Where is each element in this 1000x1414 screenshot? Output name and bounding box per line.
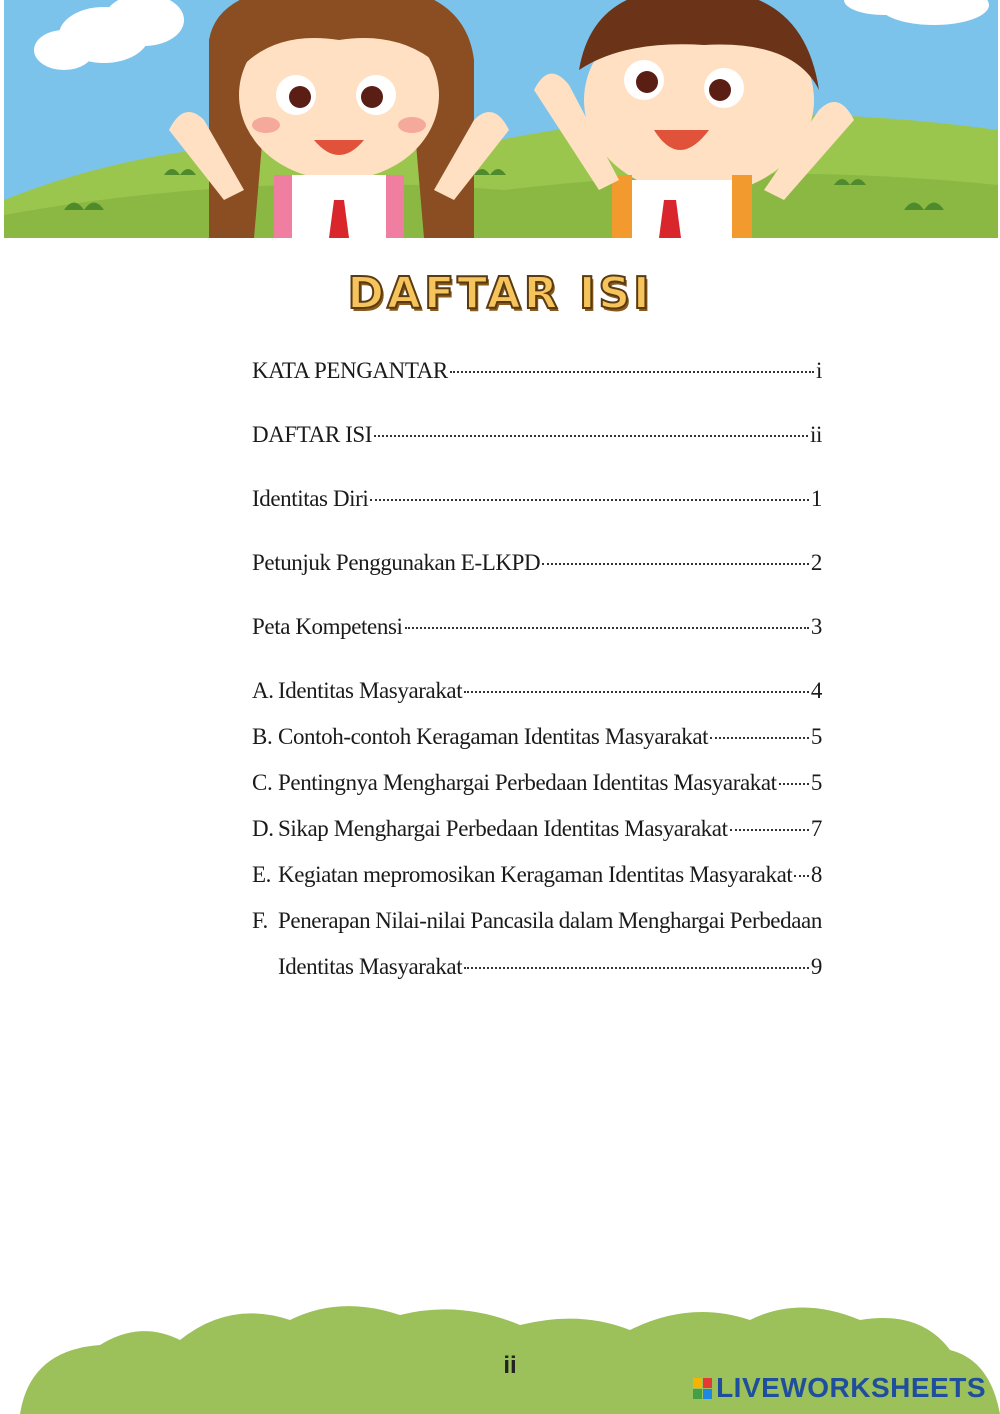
toc-entry — [252, 358, 822, 384]
toc-leader-dots — [464, 967, 809, 969]
page-number: ii — [503, 1352, 517, 1379]
brand-name: LIVEWORKSHEETS — [716, 1372, 986, 1403]
toc-section-entry — [252, 816, 822, 842]
toc-word: Nilai-nilai — [375, 908, 466, 933]
toc-entry-page: i — [816, 358, 822, 383]
toc-entry-title: Identitas Masyarakat — [278, 678, 463, 703]
toc-entry — [252, 422, 822, 448]
toc-word: dalam — [558, 908, 613, 933]
toc-entry-title-line1 — [278, 908, 822, 934]
table-of-contents — [252, 358, 822, 980]
toc-leader-dots — [779, 783, 809, 785]
toc-entry-title: Kegiatan mepromosikan Keragaman Identitas Masyarakat — [278, 862, 793, 887]
toc-section-entry — [252, 862, 822, 888]
brand-logo — [693, 1372, 986, 1404]
toc-word: Pancasila — [470, 908, 554, 933]
toc-section-letter: D. — [252, 816, 274, 841]
toc-section-letter: C. — [252, 770, 273, 795]
toc-entry-page: ii — [810, 422, 822, 447]
toc-section-letter: A. — [252, 678, 274, 703]
toc-entry — [252, 486, 822, 512]
toc-entry-title: DAFTAR ISI — [252, 422, 373, 447]
toc-section-entry — [252, 724, 822, 750]
toc-leader-dots — [374, 435, 808, 437]
toc-entry-page: 5 — [810, 770, 822, 795]
toc-leader-dots — [450, 371, 814, 373]
toc-entry-title: Identitas Masyarakat — [278, 954, 463, 979]
toc-entry-page: 3 — [810, 614, 822, 639]
toc-section-letter: E. — [252, 862, 271, 887]
toc-leader-dots — [710, 737, 809, 739]
toc-leader-dots — [730, 829, 809, 831]
toc-leader-dots — [542, 563, 809, 565]
toc-entry-page: 5 — [810, 724, 822, 749]
toc-entry-title: Sikap Menghargai Perbedaan Identitas Masyarakat — [278, 816, 728, 841]
toc-entry-title: Pentingnya Menghargai Perbedaan Identitas Masyarakat — [278, 770, 777, 795]
toc-entry-title: KATA PENGANTAR — [252, 358, 448, 383]
toc-entry-page: 9 — [810, 954, 822, 979]
toc-leader-dots — [370, 499, 808, 501]
toc-entry-page: 8 — [810, 862, 822, 887]
toc-word: Menghargai — [617, 908, 725, 933]
toc-entry — [252, 550, 822, 576]
page-title: DAFTAR ISI — [347, 268, 653, 319]
toc-section-letter: F. — [252, 908, 268, 933]
toc-entry-page: 1 — [810, 486, 822, 511]
girl-character-icon — [169, 0, 509, 238]
toc-leader-dots — [405, 627, 809, 629]
toc-word: Penerapan — [278, 908, 371, 933]
liveworksheets-logo-icon — [693, 1378, 712, 1399]
header-illustration — [4, 0, 998, 238]
toc-entry-title: Contoh-contoh Keragaman Identitas Masyarakat — [278, 724, 709, 749]
toc-section-entry — [252, 908, 822, 934]
toc-leader-dots — [464, 691, 809, 693]
toc-entry-title: Petunjuk Penggunakan E-LKPD — [252, 550, 541, 575]
toc-entry — [252, 614, 822, 640]
toc-entry-title: Peta Kompetensi — [252, 614, 403, 639]
toc-entry-page: 7 — [810, 816, 822, 841]
toc-entry-title: Identitas Diri — [252, 486, 369, 511]
toc-section-entry-continued — [252, 954, 822, 980]
toc-section-letter: B. — [252, 724, 273, 749]
toc-word: Perbedaan — [729, 908, 822, 933]
toc-leader-dots — [794, 875, 809, 877]
toc-section-entry — [252, 770, 822, 796]
toc-entry-page: 2 — [810, 550, 822, 575]
toc-section-entry — [252, 678, 822, 704]
toc-entry-page: 4 — [810, 678, 822, 703]
